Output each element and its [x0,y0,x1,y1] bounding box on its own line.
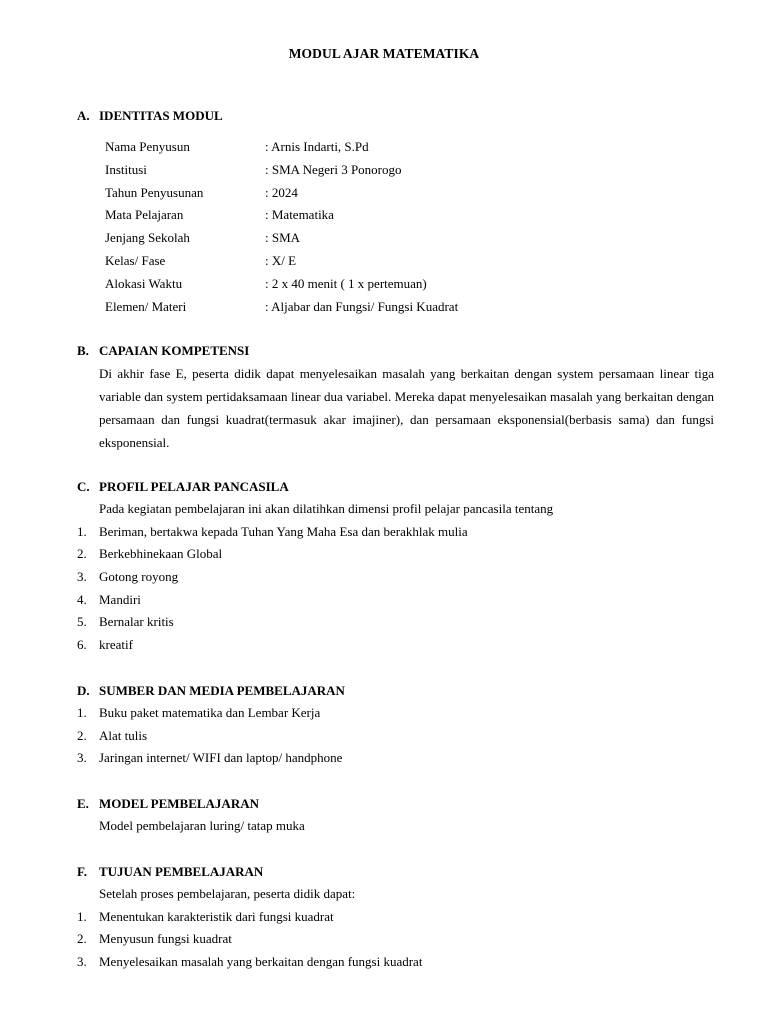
identity-label: Elemen/ Materi [105,298,187,314]
section-title: SUMBER DAN MEDIA PEMBELAJARAN [99,683,345,698]
list-text: Mandiri [99,591,141,607]
section-title: CAPAIAN KOMPETENSI [99,343,250,358]
section-heading [77,680,717,702]
identity-label: Mata Pelajaran [105,207,184,223]
identity-value: : Aljabar dan Fungsi/ Fungsi Kuadrat [265,298,459,314]
identity-value: : Matematika [265,207,334,223]
section-letter: B. [77,343,89,358]
list-number: 1. [77,523,87,539]
section-sumber-media [77,680,717,770]
identity-value: : 2 x 40 menit ( 1 x pertemuan) [265,275,427,291]
list-item [77,611,717,634]
identity-value: : X/ E [265,252,297,268]
section-heading [77,861,717,883]
section-letter: C. [77,479,90,494]
section-title: MODEL PEMBELAJARAN [99,796,259,811]
section-text: Model pembelajaran luring/ tatap muka [99,818,305,833]
identity-table [105,136,717,318]
identity-value: : SMA Negeri 3 Ponorogo [265,161,402,177]
identity-label: Institusi [105,161,147,177]
section-identitas-modul [77,105,717,318]
identity-row [105,204,717,227]
identity-row [105,296,717,319]
list-item [77,566,717,589]
section-letter: E. [77,796,89,811]
list-number: 2. [77,727,87,743]
list-item [77,951,717,974]
list-text: Gotong royong [99,569,179,585]
section-heading [77,340,717,362]
identity-row [105,250,717,273]
section-tujuan-pembelajaran [77,861,717,974]
list-item [77,928,717,951]
section-title: PROFIL PELAJAR PANCASILA [99,479,289,494]
list-number: 4. [77,591,87,607]
list-number: 3. [77,569,87,585]
identity-row [105,182,717,205]
list-number: 2. [77,546,87,562]
list-number: 1. [77,908,87,924]
section-model-pembelajaran [77,793,717,838]
competency-paragraph: Di akhir fase E, peserta didik dapat menyelesaikan masalah yang berkaitan dengan system persamaan linear tiga variable dan system pertidaksamaan linear dua variabel. Mereka dapat menyelesaikan masalah yang berkaitan dengan persamaan dan fungsi kuadrat(termasuk akar imajiner), dan persamaan eksponensial(berbasis sama) dan fungsi eksponensial. [99,366,714,450]
identity-row [105,273,717,296]
list-item [77,589,717,612]
list-number: 3. [77,750,87,766]
section-heading [77,793,717,815]
list-number: 2. [77,931,87,947]
identity-label: Kelas/ Fase [105,252,166,268]
list-text: Beriman, bertakwa kepada Tuhan Yang Maha Esa dan berakhlak mulia [99,523,468,539]
list-item [77,725,717,748]
list-item [77,702,717,725]
list-item [77,747,717,770]
identity-row [105,227,717,250]
list-text: kreatif [99,637,133,653]
section-heading [77,105,717,127]
section-profil-pelajar-pancasila [77,476,717,657]
identity-label: Jenjang Sekolah [105,230,190,246]
identity-row [105,159,717,182]
document-title: MODUL AJAR MATEMATIKA [288,46,480,61]
list-item [77,906,717,929]
list-item [77,543,717,566]
section-letter: A. [77,108,90,123]
list-number: 3. [77,954,87,970]
list-text: Menyelesaikan masalah yang berkaitan dengan fungsi kuadrat [99,954,423,970]
identity-row [105,136,717,159]
section-intro: Pada kegiatan pembelajaran ini akan dilatihkan dimensi profil pelajar pancasila tentang [99,501,554,516]
list-item [77,634,717,657]
section-title: IDENTITAS MODUL [99,108,223,123]
identity-label: Nama Penyusun [105,139,190,154]
identity-label: Tahun Penyusunan [105,184,204,200]
list-text: Menentukan karakteristik dari fungsi kuadrat [99,908,334,924]
list-number: 6. [77,637,87,653]
identity-value: : Arnis Indarti, S.Pd [265,139,369,154]
identity-value: : 2024 [265,184,298,200]
list-text: Alat tulis [99,727,148,743]
list-text: Bernalar kritis [99,614,174,630]
list-text: Menyusun fungsi kuadrat [99,931,232,947]
identity-value: : SMA [265,230,301,246]
list-number: 5. [77,614,87,630]
list-text: Buku paket matematika dan Lembar Kerja [99,705,321,720]
list-item [77,521,717,544]
section-letter: D. [77,683,90,698]
section-heading [77,476,717,498]
list-text: Jaringan internet/ WIFI dan laptop/ handphone [99,750,343,766]
list-text: Berkebhinekaan Global [99,546,223,562]
list-number: 1. [77,705,87,720]
section-letter: F. [77,864,87,879]
section-capaian-kompetensi [77,340,717,454]
identity-label: Alokasi Waktu [105,275,183,291]
section-title: TUJUAN PEMBELAJARAN [99,864,264,879]
section-intro: Setelah proses pembelajaran, peserta didik dapat: [99,886,356,901]
